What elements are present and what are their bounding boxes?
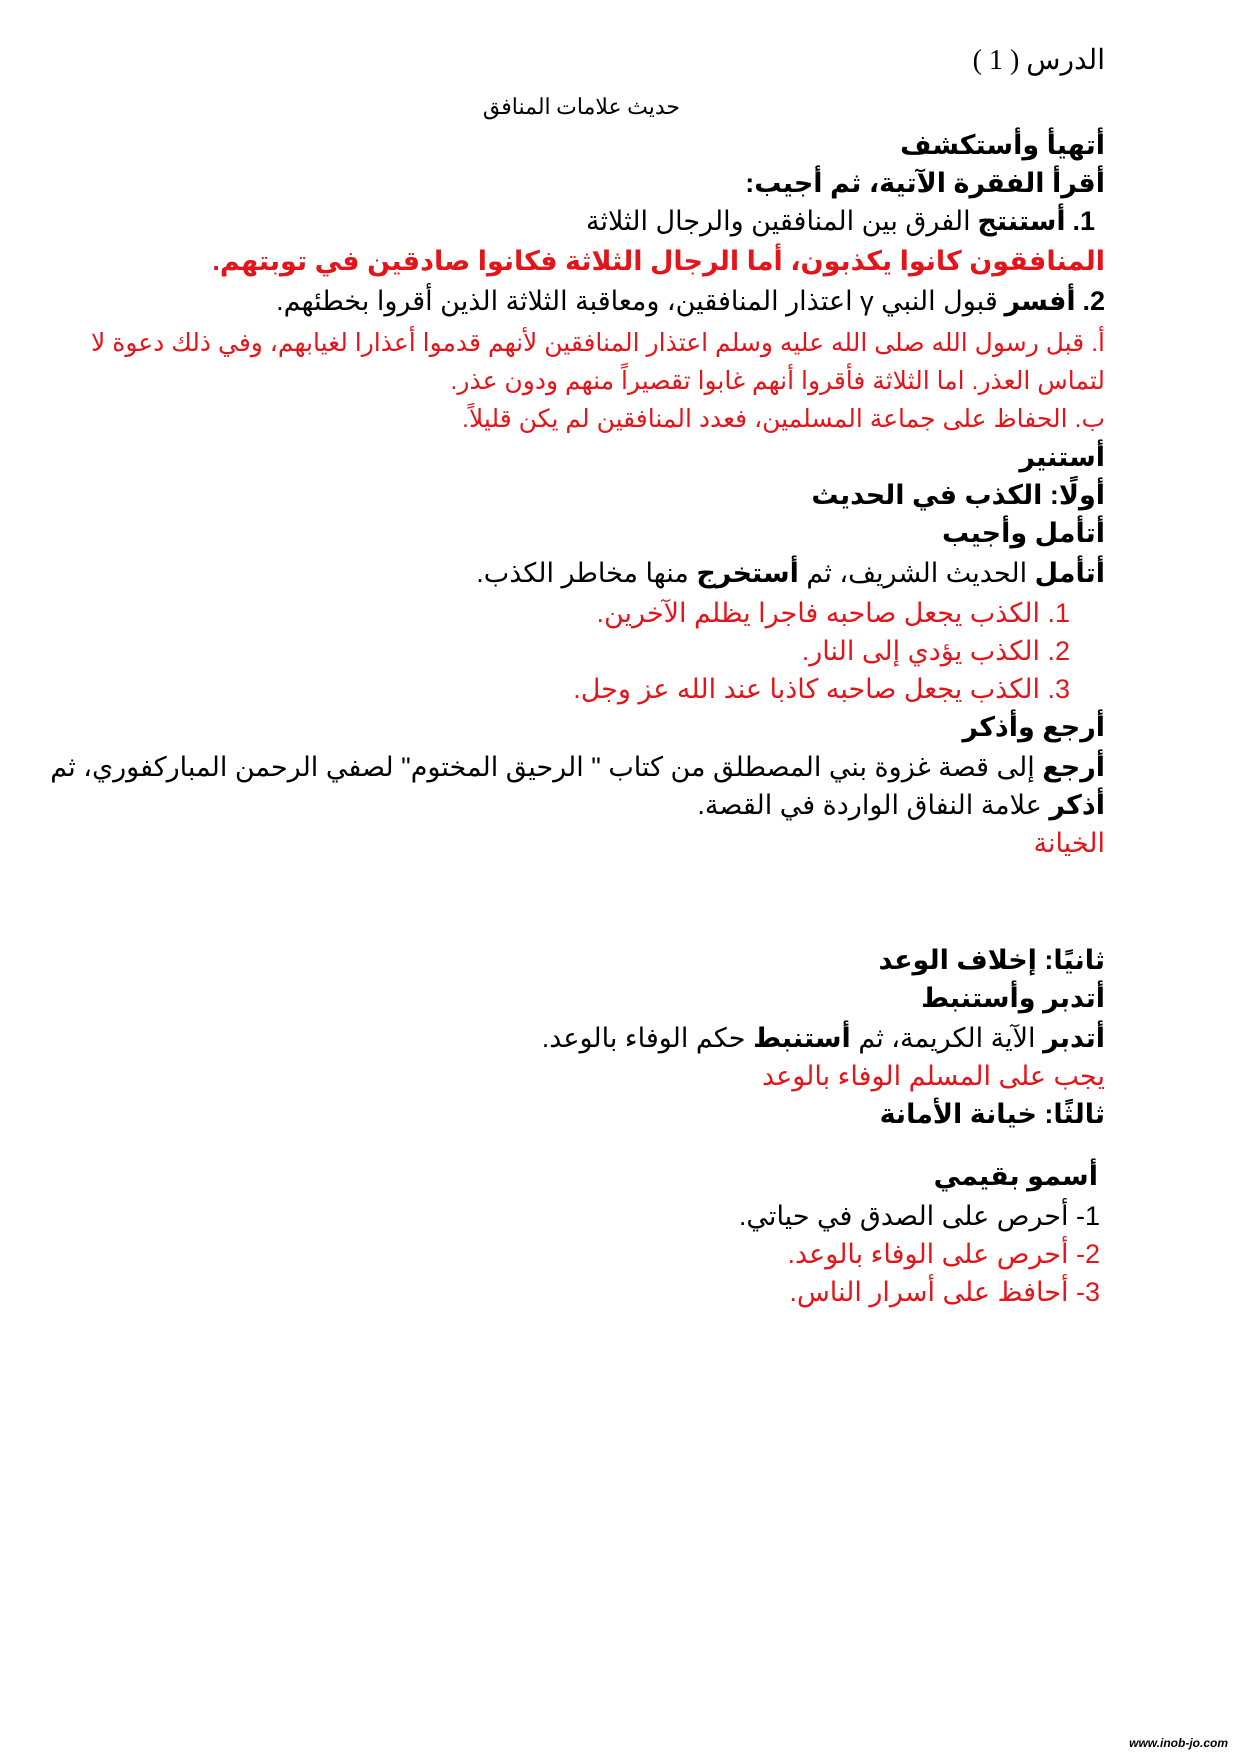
refer-heading: أرجع وأذكر <box>962 712 1105 742</box>
verb: أتأمل <box>1034 558 1105 588</box>
verb: أستخرج <box>696 558 799 588</box>
question-number: 1. <box>1072 206 1095 236</box>
verb: أستنبط <box>753 1023 851 1053</box>
value-item: 3- أحافظ على أسرار الناس. <box>789 1277 1100 1307</box>
question-text: قبول النبي γ اعتذار المنافقين، ومعاقبة الثلاثة الذين أقروا بخطئهم. <box>276 286 998 316</box>
value-item: 2- أحرص على الوفاء بالوعد. <box>787 1239 1100 1269</box>
third-title: ثالثًا: خيانة الأمانة <box>879 1099 1105 1129</box>
lesson-label: الدرس ( 1 ) <box>972 45 1105 76</box>
footer-url: www.inob-jo.com <box>1129 1736 1228 1750</box>
text: الآية الكريمة، ثم <box>858 1023 1036 1053</box>
values-heading: أسمو بقيمي <box>933 1161 1098 1191</box>
refer-instruction <box>50 748 1105 786</box>
contemplate-heading: أتأمل وأجيب <box>942 518 1105 548</box>
verb: أتدبر <box>1043 1023 1105 1053</box>
danger-item: 3. الكذب يجعل صاحبه كاذبا عند الله عز وجل. <box>573 674 1070 704</box>
mention-instruction <box>50 786 1105 824</box>
question-number: 2. <box>1082 286 1105 316</box>
verb: أرجع <box>1042 752 1105 782</box>
first-title: أولًا: الكذب في الحديث <box>811 480 1105 510</box>
question-text: الفرق بين المنافقين والرجال الثلاثة <box>586 206 971 236</box>
contemplate-instruction <box>50 554 1105 592</box>
verb: أذكر <box>1049 790 1105 820</box>
page-subtitle: حديث علامات المنافق <box>482 94 680 119</box>
answer-1: المنافقون كانوا يكذبون، أما الرجال الثلاثة فكانوا صادقين في توبتهم. <box>212 246 1105 276</box>
document-body <box>50 42 1105 1311</box>
ponder-heading: أتدبر وأستنبط <box>921 983 1105 1013</box>
answer-2a-line2: لتماس العذر. اما الثلاثة فأقروا أنهم غابوا تقصيراً منهم ودون عذر. <box>450 367 1105 395</box>
answer-2b: ب. الحفاظ على جماعة المسلمين، فعدد المنافقين لم يكن قليلاً. <box>462 405 1105 433</box>
heading-enlighten: أستنير <box>1019 442 1105 472</box>
refer-answer: الخيانة <box>1033 828 1105 858</box>
question-1 <box>50 202 1105 240</box>
ponder-answer: يجب على المسلم الوفاء بالوعد <box>761 1061 1105 1091</box>
text: علامة النفاق الواردة في القصة. <box>697 790 1042 820</box>
question-verb: أستنتج <box>977 206 1066 236</box>
text: منها مخاطر الكذب. <box>476 558 689 588</box>
second-title: ثانيًا: إخلاف الوعد <box>878 945 1105 975</box>
text: الحديث الشريف، ثم <box>806 558 1028 588</box>
question-2 <box>50 282 1105 320</box>
ponder-instruction <box>50 1019 1105 1057</box>
text: حكم الوفاء بالوعد. <box>541 1023 746 1053</box>
value-item: 1- أحرص على الصدق في حياتي. <box>738 1201 1100 1231</box>
heading-prepare: أتهيأ وأستكشف <box>900 130 1105 160</box>
danger-item: 2. الكذب يؤدي إلى النار. <box>801 636 1070 666</box>
instruction: أقرأ الفقرة الآتية، ثم أجيب: <box>745 168 1105 198</box>
answer-2a-line1: أ. قبل رسول الله صلى الله عليه وسلم اعتذار المنافقين لأنهم قدموا أعذارا لغيابهم، وفي ذلك دعوة لا <box>91 329 1105 357</box>
text: إلى قصة غزوة بني المصطلق من كتاب " الرحيق المختوم" لصفي الرحمن المباركفوري، ثم <box>50 752 1035 782</box>
danger-item: 1. الكذب يجعل صاحبه فاجرا يظلم الآخرين. <box>596 598 1070 628</box>
question-verb: أفسر <box>1004 286 1076 316</box>
